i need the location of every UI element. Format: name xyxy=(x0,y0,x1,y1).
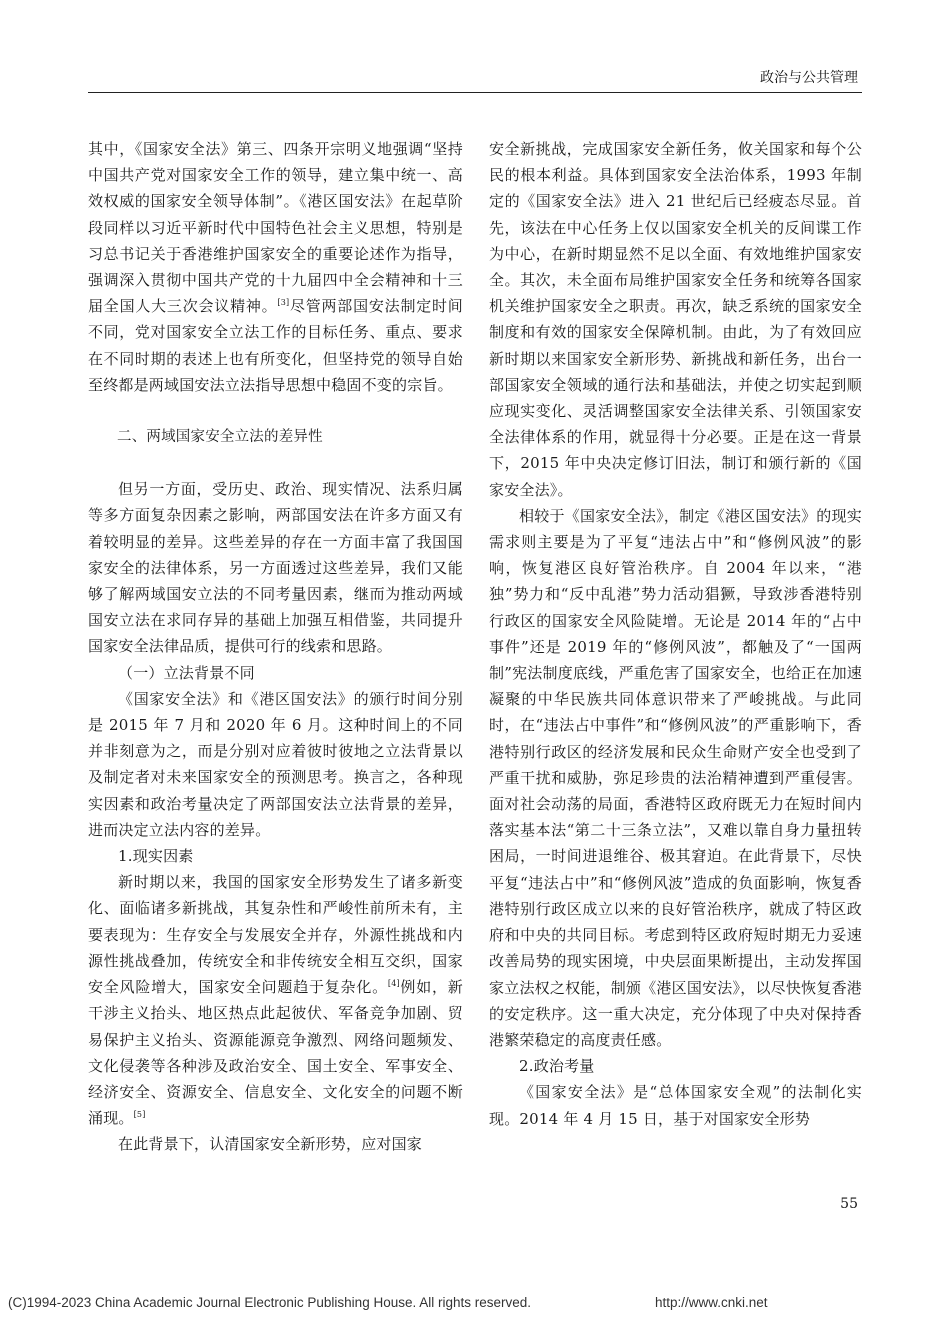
citation-ref: [5] xyxy=(133,1110,146,1120)
section-heading: 二、两域国家安全立法的差异性 xyxy=(117,429,323,446)
paragraph: 安全新挑战，完成国家安全新任务，攸关国家和每个公民的根本利益。具体到国家安全法治体系，1993 年制定的《国家安全法》进入 21 世纪后已经疲态尽显。首先，该法在中心任务上仅以国家安全机关的反间谍工作为中心，在新时期显然不足以全面、有效地维护国家安全。其次，未全面布局维护国家安全任务和统筹各国家机关维护国家安全之职责。再次，缺乏系统的国家安全制度和有效的国家安全保障机制。由此，为了有效回应新时期以来国家安全新形势、新挑战和新任务，出台一部国家安全领域的通行法和基础法，并使之切实起到顺应现实变化、灵活调整国家安全法律关系、引领国家安全法律体系的作用，就显得十分必要。正是在这一背景下，2015 年中央决定修订旧法，制订和颁行新的《国家安全法》。 xyxy=(489,140,862,499)
left-column xyxy=(88,136,463,1158)
page-number: 55 xyxy=(840,1196,858,1212)
paragraph: 《国家安全法》和《港区国安法》的颁行时间分别是 2015 年 7 月和 2020 年 6 月。这种时间上的不同并非刻意为之，而是分别对应着彼时彼地之立法背景以及制定者对未来国家安全的预测思考。换言之，各种现实因素和政治考量决定了两部国安法立法背景的差异，进而决定立法内容的差异。 xyxy=(88,689,463,839)
paragraph: 但另一方面，受历史、政治、现实情况、法系归属等多方面复杂因素之影响，两部国安法在许多方面又有着较明显的差异。这些差异的存在一方面丰富了我国国家安全的法律体系，另一方面透过这些差异，我们又能够了解两域国安立法的不同考量因素，继而为推动两域国安立法在求同存异的基础上加强互相借鉴，共同提升国家安全法律品质，提供可行的线索和思路。 xyxy=(88,480,463,656)
subsection-heading: 2.政治考量 xyxy=(519,1057,595,1076)
paragraph: 新时期以来，我国的国家安全形势发生了诸多新变化、面临诸多新挑战，其复杂性和严峻性前所未有，主要表现为：生存安全与发展安全并存，外源性挑战和内源性挑战叠加，传统安全和非传统安全相互交织，国家安全风险增大，国家安全问题趋于复杂化。[4]例如，新干涉主义抬头、地区热点此起彼伏、军备竞争加剧、贸易保护主义抬头、资源能源竞争激烈、网络问题频发、文化侵袭等各种涉及政治安全、国土安全、军事安全、经济安全、资源安全、信息安全、文化安全的问题不断涌现。[5] xyxy=(88,873,463,1128)
subsection-heading: （一）立法背景不同 xyxy=(118,663,255,682)
running-header xyxy=(0,64,950,94)
right-column xyxy=(489,136,862,1132)
paragraph: 在此背景下，认清国家安全新形势，应对国家 xyxy=(118,1135,423,1154)
citation-ref: [4] xyxy=(387,979,400,989)
citation-ref: [3] xyxy=(277,298,290,308)
copyright-notice: (C)1994-2023 China Academic Journal Electronic Publishing House. All rights reserved. xyxy=(8,1295,532,1310)
footer-link[interactable]: http://www.cnki.net xyxy=(655,1295,768,1310)
paragraph: 相较于《国家安全法》，制定《港区国安法》的现实需求则主要是为了平复“违法占中”和“修例风波”的影响，恢复港区良好管治秩序。自 2004 年以来，“港独”势力和“反中乱港”势力活动猖獗，导致涉香港特别行政区的国家安全风险陡增。无论是 2014 年的“占中事件”还是 2019 年的“修例风波”，都触及了“一国两制”宪法制度底线，严重危害了国家安全，也给正在加速凝聚的中华民族共同体意识带来了严峻挑战。与此同时，在“违法占中事件”和“修例风波”的严重影响下，香港特别行政区的经济发展和民众生命财产安全也受到了严重干扰和威胁，弥足珍贵的法治精神遭到严重侵害。面对社会动荡的局面，香港特区政府既无力在短时间内落实基本法“第二十三条立法”，又难以靠自身力量扭转困局，一时间进退维谷、极其窘迫。在此背景下，尽快平复“违法占中”和“修例风波”造成的负面影响，恢复香港特别行政区成立以来的良好管治秩序，就成了特区政府和中央的共同目标。考虑到特区政府短时期无力妥速改善局势的现实困境，中央层面果断提出，主动发挥国家立法权之权能，制颁《港区国安法》，以尽快恢复香港的安定秩序。这一重大决定，充分体现了中央对保持香港繁荣稳定的高度责任感。 xyxy=(489,506,862,1049)
paragraph: 《国家安全法》是“总体国家安全观”的法制化实现。2014 年 4 月 15 日，基于对国家安全形势 xyxy=(489,1083,862,1128)
subsection-heading: 1.现实因素 xyxy=(118,847,194,866)
header-rule xyxy=(88,92,862,93)
paragraph: 其中，《国家安全法》第三、四条开宗明义地强调“坚持中国共产党对国家安全工作的领导，建立集中统一、高效权威的国家安全领导体制”。《港区国安法》在起草阶段同样以习近平新时代中国特色社会主义思想，特别是习总书记关于香港维护国家安全的重要论述作为指导，强调深入贯彻中国共产党的十九届四中全会精神和十三届全国人大三次会议精神。[3]尽管两部国安法制定时间不同，党对国家安全立法工作的目标任务、重点、要求在不同时期的表述上也有所变化，但坚持党的领导自始至终都是两域国安法立法指导思想中稳固不变的宗旨。 xyxy=(88,140,463,394)
section-title: 政治与公共管理 xyxy=(760,70,858,86)
